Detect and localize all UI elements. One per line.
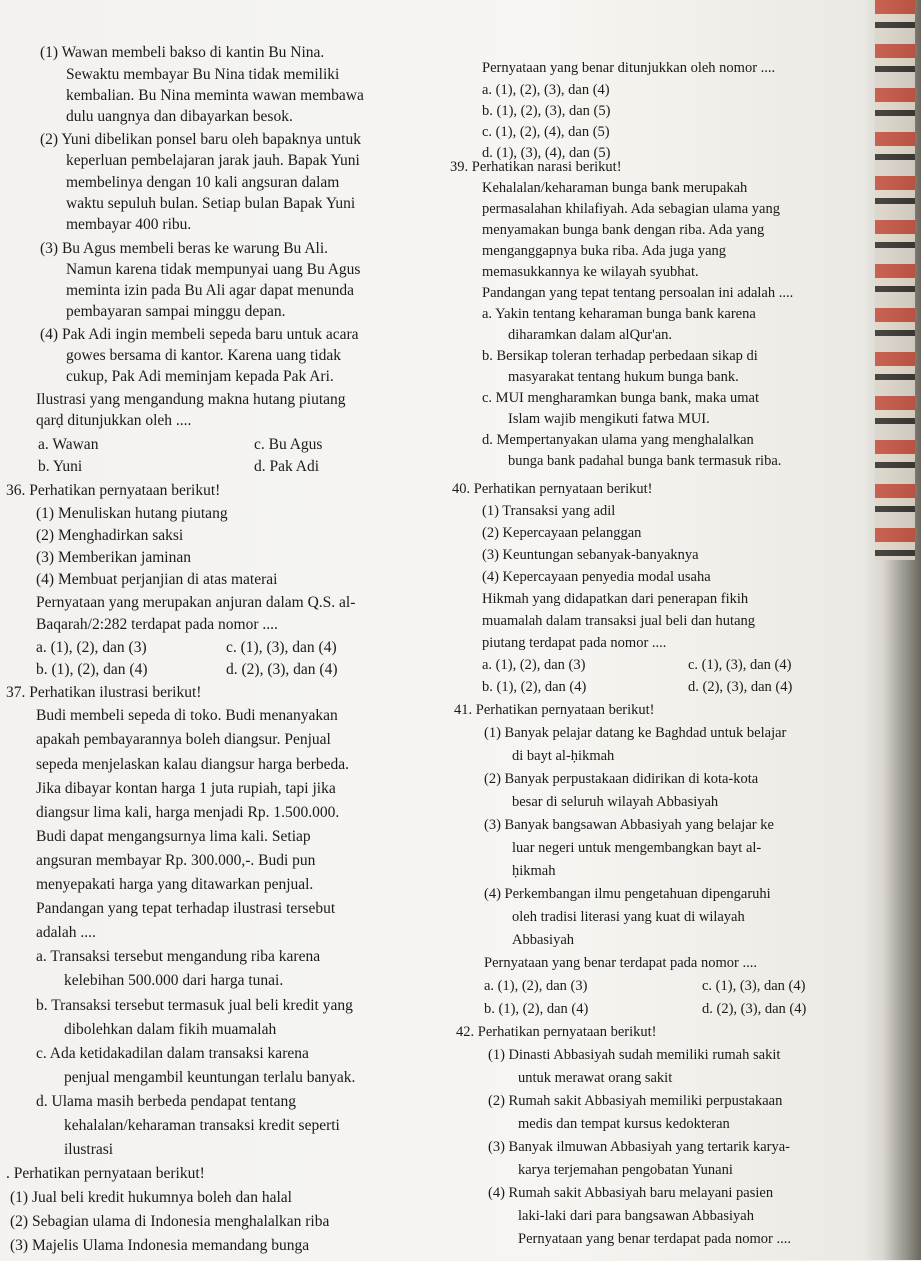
q35-item-2-line-2: keperluan pembelajaran jarak jauh. Bapak Yuni [66, 152, 360, 169]
q38-item-2: (2) Sebagian ulama di Indonesia menghalalkan riba [10, 1213, 330, 1230]
q35-stem-line-1: Ilustrasi yang mengandung makna hutang piutang [36, 391, 346, 408]
q40-option-c[interactable]: c. (1), (3), dan (4) [688, 657, 792, 673]
q36-option-d[interactable]: d. (2), (3), dan (4) [226, 661, 338, 678]
q41-item-4-line-3: Abbasiyah [512, 932, 575, 948]
q39-option-c-line-2[interactable]: Islam wajib mengikuti fatwa MUI. [508, 411, 710, 427]
left-column [0, 0, 440, 1260]
q39-option-b-line-1[interactable]: b. Bersikap toleran terhadap perbedaan sikap di [482, 348, 758, 364]
q42-item-2-line-2: medis dan tempat kursus kedokteran [518, 1116, 730, 1132]
q36-item-1: (1) Menuliskan hutang piutang [36, 505, 228, 522]
background-book-spine [875, 0, 915, 560]
q35-item-3-line-2: Namun karena tidak mempunyai uang Bu Agus [66, 261, 361, 278]
q35-option-b[interactable]: b. Yuni [38, 458, 83, 475]
q37-option-a-line-2[interactable]: kelebihan 500.000 dari harga tunai. [64, 972, 284, 989]
q42-item-4-line-1: (4) Rumah sakit Abbasiyah baru melayani pasien [488, 1185, 774, 1201]
q37-option-b-line-2[interactable]: dibolehkan dalam fikih muamalah [64, 1021, 277, 1038]
q35-stem-line-2: qarḍ ditunjukkan oleh .... [36, 412, 192, 429]
q38-item-1: (1) Jual beli kredit hukumnya boleh dan halal [10, 1189, 292, 1206]
q41-item-3-line-3: ḥikmah [512, 863, 556, 879]
q37-text-line-10: adalah .... [36, 924, 96, 941]
q35-item-1-line-3: kembalian. Bu Nina meminta wawan membawa [66, 87, 364, 104]
q35-item-2-line-1: (2) Yuni dibelikan ponsel baru oleh bapaknya untuk [40, 131, 361, 148]
q40-stem-line-2: muamalah dalam transaksi jual beli dan hutang [482, 613, 756, 629]
q37-text-line-5: diangsur lima kali, harga menjadi Rp. 1.500.000. [36, 804, 340, 821]
q42-stem: Pernyataan yang benar terdapat pada nomor .... [518, 1231, 791, 1247]
q41-item-3-line-1: (3) Banyak bangsawan Abbasiyah yang belajar ke [484, 817, 774, 833]
q35-answer-option-d[interactable]: d. (1), (3), (4), dan (5) [482, 145, 611, 161]
q36-option-a[interactable]: a. (1), (2), dan (3) [36, 639, 147, 656]
q37-text-line-2: apakah pembayarannya boleh diangsur. Penjual [36, 731, 331, 748]
q36-item-3: (3) Memberikan jaminan [36, 549, 191, 566]
q36-title: 36. Perhatikan pernyataan berikut! [6, 482, 221, 499]
q42-title: 42. Perhatikan pernyataan berikut! [456, 1024, 657, 1040]
q35-answer-option-b[interactable]: b. (1), (2), (3), dan (5) [482, 103, 611, 119]
q36-item-4: (4) Membuat perjanjian di atas materai [36, 571, 278, 588]
q35-answer-option-a[interactable]: a. (1), (2), (3), dan (4) [482, 82, 610, 98]
q41-option-d[interactable]: d. (2), (3), dan (4) [702, 1001, 807, 1017]
q35-option-a[interactable]: a. Wawan [38, 436, 99, 453]
q37-option-d-line-1[interactable]: d. Ulama masih berbeda pendapat tentang [36, 1093, 296, 1110]
q35-item-3-line-4: pembayaran sampai minggu depan. [66, 303, 286, 320]
q38-item-3: (3) Majelis Ulama Indonesia memandang bunga [10, 1237, 310, 1254]
q40-item-4: (4) Kepercayaan penyedia modal usaha [482, 569, 711, 585]
q39-text-line-4: menganggapnya buka riba. Ada juga yang [482, 243, 727, 259]
q42-item-4-line-2: laki-laki dari para bangsawan Abbasiyah [518, 1208, 754, 1224]
q37-option-d-line-2[interactable]: kehalalan/keharaman transaksi kredit seperti [64, 1117, 340, 1134]
q37-option-b-line-1[interactable]: b. Transaksi tersebut termasuk jual beli kredit yang [36, 997, 353, 1014]
q36-stem-line-1: Pernyataan yang merupakan anjuran dalam Q.S. al- [36, 594, 356, 611]
q37-text-line-8: menyepakati harga yang ditawarkan penjual. [36, 876, 314, 893]
q39-option-a-line-2[interactable]: diharamkan dalam alQur'an. [508, 327, 673, 343]
q37-text-line-6: Budi dapat mengangsurnya lima kali. Setiap [36, 828, 311, 845]
q42-item-1-line-2: untuk merawat orang sakit [518, 1070, 673, 1086]
q41-option-c[interactable]: c. (1), (3), dan (4) [702, 978, 806, 994]
q39-text-line-6: Pandangan yang tepat tentang persoalan ini adalah .... [482, 285, 794, 301]
q37-text-line-1: Budi membeli sepeda di toko. Budi menanyakan [36, 707, 338, 724]
q39-option-c-line-1[interactable]: c. MUI mengharamkan bunga bank, maka umat [482, 390, 760, 406]
q35-item-1-line-2: Sewaktu membayar Bu Nina tidak memiliki [66, 66, 340, 83]
q35-item-2-line-3: membelinya dengan 10 kali angsuran dalam [66, 174, 340, 191]
q39-option-b-line-2[interactable]: masyarakat tentang hukum bunga bank. [508, 369, 739, 385]
q37-option-d-line-3[interactable]: ilustrasi [64, 1141, 114, 1158]
q35-item-1-line-1: (1) Wawan membeli bakso di kantin Bu Nina. [40, 44, 325, 61]
q40-option-d[interactable]: d. (2), (3), dan (4) [688, 679, 793, 695]
q37-text-line-7: angsuran membayar Rp. 300.000,-. Budi pun [36, 852, 316, 869]
q36-item-2: (2) Menghadirkan saksi [36, 527, 184, 544]
q41-item-3-line-2: luar negeri untuk mengembangkan bayt al- [512, 840, 762, 856]
q39-text-line-1: Kehalalan/keharaman bunga bank merupakah [482, 180, 748, 196]
q41-item-4-line-1: (4) Perkembangan ilmu pengetahuan dipengaruhi [484, 886, 771, 902]
q37-text-line-4: Jika dibayar kontan harga 1 juta rupiah, tapi jika [36, 780, 336, 797]
q41-option-b[interactable]: b. (1), (2), dan (4) [484, 1001, 589, 1017]
q40-item-3: (3) Keuntungan sebanyak-banyaknya [482, 547, 699, 563]
q35-item-4-line-3: cukup, Pak Adi meminjam kepada Pak Ari. [66, 368, 334, 385]
q35-item-2-line-4: waktu sepuluh bulan. Setiap bulan Bapak Yuni [66, 195, 356, 212]
q35-item-2-line-5: membayar 400 ribu. [66, 216, 192, 233]
q42-item-3-line-1: (3) Banyak ilmuwan Abbasiyah yang tertarik karya- [488, 1139, 790, 1155]
q36-stem-line-2: Baqarah/2:282 terdapat pada nomor .... [36, 616, 278, 633]
q35-item-4-line-1: (4) Pak Adi ingin membeli sepeda baru untuk acara [40, 326, 359, 343]
q41-item-2-line-1: (2) Banyak perpustakaan didirikan di kota-kota [484, 771, 759, 787]
q35-answer-stem: Pernyataan yang benar ditunjukkan oleh nomor .... [482, 60, 776, 76]
q40-stem-line-3: piutang terdapat pada nomor .... [482, 635, 667, 651]
q36-option-c[interactable]: c. (1), (3), dan (4) [226, 639, 337, 656]
q35-item-3-line-3: meminta izin pada Bu Ali agar dapat menunda [66, 282, 354, 299]
q41-stem: Pernyataan yang benar terdapat pada nomor .... [484, 955, 757, 971]
q40-item-1: (1) Transaksi yang adil [482, 503, 616, 519]
q35-item-4-line-2: gowes bersama di kantor. Karena uang tidak [66, 347, 342, 364]
q35-answer-option-c[interactable]: c. (1), (2), (4), dan (5) [482, 124, 610, 140]
q40-item-2: (2) Kepercayaan pelanggan [482, 525, 642, 541]
q39-title: 39. Perhatikan narasi berikut! [450, 159, 622, 175]
q40-option-a[interactable]: a. (1), (2), dan (3) [482, 657, 586, 673]
q36-option-b[interactable]: b. (1), (2), dan (4) [36, 661, 148, 678]
q41-item-1-line-2: di bayt al-ḥikmah [512, 748, 615, 764]
q35-item-1-line-4: dulu uangnya dan dibayarkan besok. [66, 108, 293, 125]
q39-option-d-line-2[interactable]: bunga bank padahal bunga bank termasuk riba. [508, 453, 782, 469]
q39-text-line-5: memasukkannya ke wilayah syubhat. [482, 264, 699, 280]
q37-option-a-line-1[interactable]: a. Transaksi tersebut mengandung riba karena [36, 948, 321, 965]
q41-item-1-line-1: (1) Banyak pelajar datang ke Baghdad untuk belajar [484, 725, 787, 741]
q35-item-3-line-1: (3) Bu Agus membeli beras ke warung Bu Ali. [40, 240, 328, 257]
q35-option-d[interactable]: d. Pak Adi [254, 458, 320, 475]
q39-option-a-line-1[interactable]: a. Yakin tentang keharaman bunga bank karena [482, 306, 756, 322]
q40-option-b[interactable]: b. (1), (2), dan (4) [482, 679, 587, 695]
q41-title: 41. Perhatikan pernyataan berikut! [454, 702, 655, 718]
q35-option-c[interactable]: c. Bu Agus [254, 436, 323, 453]
right-column [440, 0, 870, 1260]
q37-option-c-line-2[interactable]: penjual mengambil keuntungan terlalu banyak. [64, 1069, 356, 1086]
q39-text-line-2: permasalahan khilafiyah. Ada sebagian ulama yang [482, 201, 780, 217]
q42-item-1-line-1: (1) Dinasti Abbasiyah sudah memiliki rumah sakit [488, 1047, 781, 1063]
q38-title: . Perhatikan pernyataan berikut! [6, 1165, 205, 1182]
q37-title: 37. Perhatikan ilustrasi berikut! [6, 684, 202, 701]
q42-item-3-line-2: karya terjemahan pengobatan Yunani [518, 1162, 733, 1178]
q37-text-line-9: Pandangan yang tepat terhadap ilustrasi tersebut [36, 900, 336, 917]
q42-item-2-line-1: (2) Rumah sakit Abbasiyah memiliki perpustakaan [488, 1093, 783, 1109]
q41-item-4-line-2: oleh tradisi literasi yang kuat di wilayah [512, 909, 745, 925]
q41-item-2-line-2: besar di seluruh wilayah Abbasiyah [512, 794, 719, 810]
q37-text-line-3: sepeda menjelaskan kalau diangsur harga berbeda. [36, 756, 350, 773]
q40-title: 40. Perhatikan pernyataan berikut! [452, 481, 653, 497]
q39-text-line-3: menyamakan bunga bank dengan riba. Ada yang [482, 222, 765, 238]
q37-option-c-line-1[interactable]: c. Ada ketidakadilan dalam transaksi karena [36, 1045, 309, 1062]
q39-option-d-line-1[interactable]: d. Mempertanyakan ulama yang menghalalkan [482, 432, 754, 448]
q40-stem-line-1: Hikmah yang didapatkan dari penerapan fikih [482, 591, 749, 607]
q41-option-a[interactable]: a. (1), (2), dan (3) [484, 978, 588, 994]
